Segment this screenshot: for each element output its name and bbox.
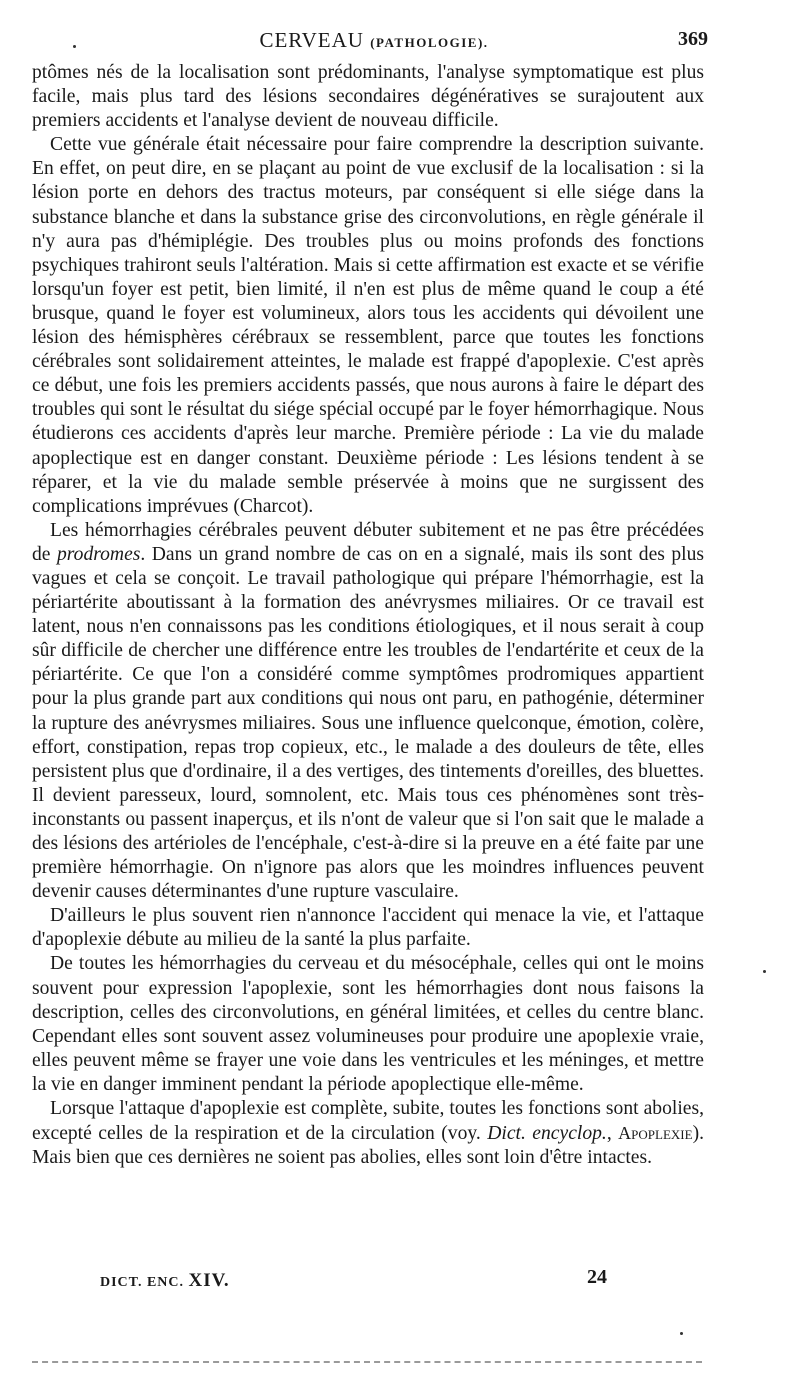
paragraph-6-text-before: Lorsque l'attaque d'apoplexie est complète, subite, toutes les fonctions sont abolies, excepté celles de la respiration et de la circulation (voy. bbox=[32, 1098, 704, 1145]
print-speck bbox=[73, 45, 76, 48]
paragraph-6 bbox=[32, 1097, 704, 1170]
page-number: 369 bbox=[678, 28, 708, 50]
running-header bbox=[32, 28, 716, 58]
running-title-main: CERVEAU bbox=[259, 28, 364, 52]
paragraph-1: ptômes nés de la localisation sont prédominants, l'analyse symptomatique est plus facile, mais plus tard des lésions secondaires dégénératives se surajoutent aux premiers accidents et l'analyse devient de nouveau difficile. bbox=[32, 62, 704, 132]
running-title-sub: (PATHOLOGIE). bbox=[370, 35, 489, 50]
print-speck bbox=[763, 970, 766, 973]
paragraph-6-smallcaps: Apoplexie bbox=[618, 1123, 693, 1144]
paragraph-6-text-mid: , bbox=[606, 1123, 619, 1145]
signature-line bbox=[100, 1266, 620, 1294]
paragraph-3-text-after: . Dans un grand nombre de cas on en a signalé, mais ils sont des plus vagues et cela se conçoit. Le travail pathologique qui prépare l'hémorrhagie, est la périartérite aboutissant à la formation des anévrysmes miliaires. Or ce travail est latent, nous n'en connaissons pas les conditions étiologiques, et il nous serait à coup sûr difficile de chercher une différence entre les troubles de l'endartérite et ceux de la périartérite. Ce que l'on a considéré comme symptômes prodromiques appartient pour la plus grande part aux conditions qui nous ont paru, en pathogénie, déterminer la rupture des anévrysmes miliaires. Sous une influence quelconque, émotion, colère, effort, constipation, repas trop copieux, etc., le malade a des douleurs de tête, elles persistent plus que d'ordinaire, il a des vertiges, des tintements d'oreilles, des bluettes. Il devient paresseux, lourd, somnolent, etc. Mais tous ces phénomènes sont très-inconstants ou passent inaperçus, et ils n'ont de valeur que si l'on sait que le malade a des lésions des artérioles de l'encéphale, c'est-à-dire si la preuve en a été faite par une première hémorrhagie. On n'ignore pas alors que les moindres influences peuvent devenir causes déterminantes d'une rupture vasculaire. bbox=[32, 543, 705, 903]
bottom-dashed-rule bbox=[32, 1361, 702, 1363]
paragraph-6-text-after: ). Mais bien que ces dernières ne soient pas abolies, elles sont loin d'être intactes. bbox=[32, 1123, 704, 1169]
print-speck bbox=[680, 1332, 683, 1335]
signature-mark bbox=[100, 1270, 230, 1292]
paragraph-4: D'ailleurs le plus souvent rien n'annonce l'accident qui menace la vie, et l'attaque d'apoplexie débute au milieu de la santé la plus parfaite. bbox=[32, 905, 704, 951]
paragraph-5: De toutes les hémorrhagies du cerveau et du mésocéphale, celles qui ont le moins souvent pour expression l'apoplexie, sont les hémorrhagies dont nous faisons la description, celles des circonvolutions, en général limitées, et celles du centre blanc. Cependant elles sont souvent assez volumineuses pour produire une apoplexie vraie, elles peuvent même se frayer une voie dans les ventricules et les méninges, et mettre la vie en danger imminent pendant la période apoplectique elle-même. bbox=[32, 953, 704, 1095]
running-title bbox=[32, 28, 716, 53]
paragraph-6-italic: Dict. encyclop. bbox=[487, 1123, 607, 1145]
paragraph-3-italic: prodromes bbox=[56, 543, 141, 565]
paragraph-2: Cette vue générale était nécessaire pour faire comprendre la description suivante. En effet, on peut dire, en se plaçant au point de vue exclusif de la localisation : si la lésion porte en dehors des tractus moteurs, par conséquent si elle siége dans la substance blanche et dans la substance grise des circonvolutions, en règle générale il n'y aura pas d'hémiplégie. Des troubles plus ou moins profonds des fonctions psychiques trahiront seuls l'altération. Mais si cette affirmation est exacte et se vérifie lorsqu'un foyer est petit, bien limité, il n'en est plus de même quand le coup a été brusque, quand le foyer est volumineux, alors tous les accidents qui dévoilent une lésion des hémisphères cérébraux se ressemblent, parce que toutes les fonctions cérébrales sont solidairement atteintes, le malade est frappé d'apoplexie. C'est après ce début, une fois les premiers accidents passés, que nous aurons à faire le départ des troubles qui sont le résultat du siége spécial occupé par le foyer hémorrhagique. Nous étudierons ces accidents d'après leur marche. Première période : La vie du malade apoplectique est en danger constant. Deuxième période : Les lésions tendent à se réparer, et la vie du malade semble préservée à moins que ne surgissent des complications imprévues (Charcot). bbox=[32, 134, 704, 517]
signature-volume: XIV. bbox=[188, 1270, 230, 1291]
paragraph-3 bbox=[32, 519, 704, 905]
paragraph-3-text-before: Les hémorrhagies cérébrales peuvent débuter subitement et ne pas être précédées de bbox=[32, 519, 704, 565]
main-text bbox=[32, 61, 704, 1170]
signature-prefix: DICT. ENC. bbox=[100, 1275, 185, 1290]
sheet-number: 24 bbox=[587, 1266, 607, 1288]
